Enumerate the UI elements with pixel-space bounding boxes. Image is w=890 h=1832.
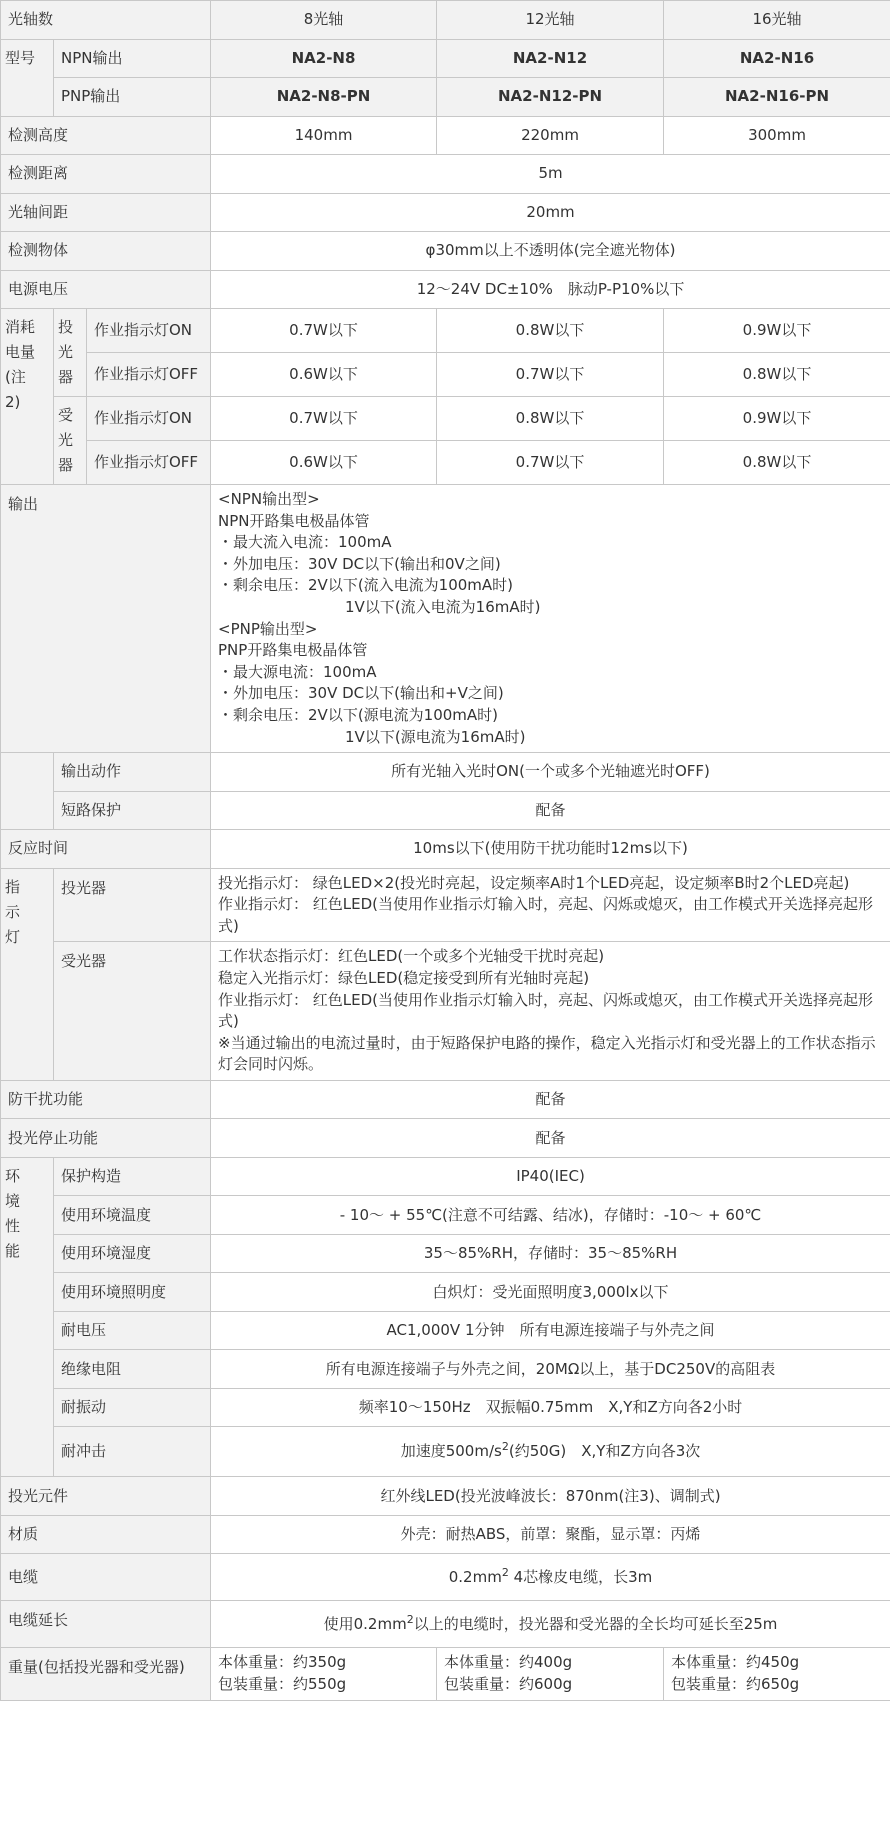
interference-value: 配备 — [211, 1080, 890, 1119]
shock-value: 加速度$500m/s^2$(约50G) X,Y和Z方向各3次 — [211, 1427, 890, 1477]
env-item-label: 使用环境湿度 — [54, 1234, 211, 1273]
env-item-label: 绝缘电阻 — [54, 1350, 211, 1389]
consumption-receiver-on-16: 0.9W以下 — [664, 397, 890, 441]
table-row — [1, 1427, 890, 1477]
table-row — [1, 270, 890, 309]
emission-stop-value: 配备 — [211, 1119, 890, 1158]
consumption-on-label: 作业指示灯ON — [87, 397, 211, 441]
environment-label: 环境性能 — [1, 1157, 54, 1477]
table-row — [1, 791, 890, 830]
output-line: 1V以下(源电流为16mA时) — [345, 727, 526, 746]
env-item-value: IP40(IEC) — [211, 1157, 890, 1196]
detect-height-8: 140mm — [211, 116, 437, 155]
consumption-receiver-on-8: 0.7W以下 — [211, 397, 437, 441]
consumption-label: 消耗电量(注2) — [1, 309, 54, 485]
env-item-value: 白炽灯：受光面照明度3,000lx以下 — [211, 1273, 890, 1312]
package-weight: 包装重量：约550g — [218, 1675, 347, 1694]
consumption-off-label: 作业指示灯OFF — [87, 353, 211, 397]
output-spec — [211, 485, 890, 753]
supply-voltage-label: 电源电压 — [1, 270, 211, 309]
consumption-receiver-off-8: 0.6W以下 — [211, 441, 437, 485]
output-action-label: 输出动作 — [54, 753, 211, 792]
model-pnp-16: NA2-N16-PN — [664, 78, 890, 117]
beam-pitch-label: 光轴间距 — [1, 193, 211, 232]
table-row — [1, 868, 890, 942]
emitting-element-value: 红外线LED(投光波峰波长：870nm(注3)、调制式) — [211, 1477, 890, 1516]
output-action-value: 所有光轴入光时ON(一个或多个光轴遮光时OFF) — [211, 753, 890, 792]
table-row — [1, 441, 890, 485]
table-row — [1, 116, 890, 155]
consumption-emitter-off-16: 0.8W以下 — [664, 353, 890, 397]
material-label: 材质 — [1, 1515, 211, 1554]
table-row — [1, 1477, 890, 1516]
short-protection-label: 短路保护 — [54, 791, 211, 830]
table-row — [1, 1350, 890, 1389]
model-npn-16: NA2-N16 — [664, 39, 890, 78]
output-group-spacer — [1, 753, 54, 830]
indicator-line: 投光指示灯： 绿色LED×2(投光时亮起，设定频率A时1个LED亮起，设定频率B时2个LED亮起) — [218, 873, 850, 892]
body-weight: 本体重量：约350g — [218, 1653, 347, 1672]
indicator-label: 指示灯 — [1, 868, 54, 1080]
emitting-element-label: 投光元件 — [1, 1477, 211, 1516]
detect-distance-value: 5m — [211, 155, 890, 194]
table-row — [1, 193, 890, 232]
table-row — [1, 1157, 890, 1196]
env-item-value: 频率10～150Hz 双振幅0.75mm X,Y和Z方向各2小时 — [211, 1388, 890, 1427]
output-line: NPN开路集电极晶体管 — [218, 511, 370, 530]
indicator-line: ※当通过输出的电流过量时，由于短路保护电路的操作，稳定入光指示灯和受光器上的工作状态指示灯会同时闪烁。 — [218, 1033, 876, 1074]
indicator-line: 作业指示灯： 红色LED(当使用作业指示灯输入时，亮起、闪烁或熄灭，由工作模式开关选择亮起形式) — [218, 990, 874, 1031]
axis-count-8: 8光轴 — [211, 1, 437, 40]
table-row — [1, 397, 890, 441]
detect-object-label: 检测物体 — [1, 232, 211, 271]
consumption-off-label: 作业指示灯OFF — [87, 441, 211, 485]
table-row — [1, 1515, 890, 1554]
table-row — [1, 1601, 890, 1648]
env-item-label: 使用环境照明度 — [54, 1273, 211, 1312]
detect-object-value: φ30mm以上不透明体(完全遮光物体) — [211, 232, 890, 271]
output-line: PNP开路集电极晶体管 — [218, 641, 368, 660]
table-row — [1, 1234, 890, 1273]
output-label: 输出 — [1, 485, 211, 753]
supply-voltage-value: 12～24V DC±10% 脉动P-P10%以下 — [211, 270, 890, 309]
env-item-label: 保护构造 — [54, 1157, 211, 1196]
table-row — [1, 232, 890, 271]
model-pnp-8: NA2-N8-PN — [211, 78, 437, 117]
consumption-emitter-on-8: 0.7W以下 — [211, 309, 437, 353]
output-line: <NPN输出型> — [218, 490, 320, 508]
consumption-emitter-off-8: 0.6W以下 — [211, 353, 437, 397]
table-row — [1, 830, 890, 869]
response-time-label: 反应时间 — [1, 830, 211, 869]
body-weight: 本体重量：约450g — [671, 1653, 800, 1672]
output-line: ・最大流入电流：100mA — [218, 533, 392, 552]
axis-count-label: 光轴数 — [1, 1, 211, 40]
table-row — [1, 1648, 890, 1700]
interference-label: 防干扰功能 — [1, 1080, 211, 1119]
table-row — [1, 39, 890, 78]
cable-value: $0.2mm^2$ 4芯橡皮电缆，长3m — [211, 1554, 890, 1601]
indicator-emitter-spec — [211, 868, 890, 942]
indicator-line: 稳定入光指示灯：绿色LED(稳定接受到所有光轴时亮起) — [218, 969, 590, 987]
table-row — [1, 353, 890, 397]
output-line: ・剩余电压：2V以下(源电流为100mA时) — [218, 705, 499, 724]
table-row — [1, 1388, 890, 1427]
output-line: ・外加电压：30V DC以下(输出和+V之间) — [218, 684, 504, 703]
env-item-label: 耐振动 — [54, 1388, 211, 1427]
model-npn-12: NA2-N12 — [437, 39, 664, 78]
output-line: <PNP输出型> — [218, 619, 318, 638]
consumption-receiver-on-12: 0.8W以下 — [437, 397, 664, 441]
env-item-label: 使用环境温度 — [54, 1196, 211, 1235]
table-row — [1, 753, 890, 792]
env-item-value: 所有电源连接端子与外壳之间，20MΩ以上，基于DC250V的高阻表 — [211, 1350, 890, 1389]
weight-8 — [211, 1648, 437, 1700]
detect-distance-label: 检测距离 — [1, 155, 211, 194]
short-protection-value: 配备 — [211, 791, 890, 830]
table-row — [1, 1554, 890, 1601]
table-row — [1, 78, 890, 117]
table-row — [1, 1311, 890, 1350]
consumption-receiver-off-16: 0.8W以下 — [664, 441, 890, 485]
consumption-receiver-off-12: 0.7W以下 — [437, 441, 664, 485]
consumption-on-label: 作业指示灯ON — [87, 309, 211, 353]
env-item-label: 耐电压 — [54, 1311, 211, 1350]
indicator-receiver-spec — [211, 942, 890, 1081]
table-row — [1, 1080, 890, 1119]
env-item-value: 35～85%RH，存储时：35～85%RH — [211, 1234, 890, 1273]
npn-output-label: NPN输出 — [54, 39, 211, 78]
cable-extension-value: 使用$0.2mm^2$以上的电缆时，投光器和受光器的全长均可延长至25m — [211, 1601, 890, 1648]
env-item-value: AC1,000V 1分钟 所有电源连接端子与外壳之间 — [211, 1311, 890, 1350]
consumption-emitter-on-16: 0.9W以下 — [664, 309, 890, 353]
indicator-receiver-label: 受光器 — [54, 942, 211, 1081]
weight-label: 重量(包括投光器和受光器) — [1, 1648, 211, 1700]
model-npn-8: NA2-N8 — [211, 39, 437, 78]
detect-height-label: 检测高度 — [1, 116, 211, 155]
output-line: 1V以下(流入电流为16mA时) — [345, 597, 541, 616]
table-row — [1, 1119, 890, 1158]
consumption-emitter-off-12: 0.7W以下 — [437, 353, 664, 397]
shock-label: 耐冲击 — [54, 1427, 211, 1477]
detect-height-16: 300mm — [664, 116, 890, 155]
output-line: ・外加电压：30V DC以下(输出和0V之间) — [218, 554, 501, 573]
package-weight: 包装重量：约650g — [671, 1675, 800, 1694]
table-row — [1, 155, 890, 194]
table-row — [1, 942, 890, 1081]
emission-stop-label: 投光停止功能 — [1, 1119, 211, 1158]
table-row — [1, 1, 890, 40]
body-weight: 本体重量：约400g — [444, 1653, 573, 1672]
model-pnp-12: NA2-N12-PN — [437, 78, 664, 117]
env-item-value: - 10～ + 55℃(注意不可结露、结冰)，存储时：-10～ + 60℃ — [211, 1196, 890, 1235]
cable-extension-label: 电缆延长 — [1, 1601, 211, 1648]
table-row — [1, 485, 890, 753]
axis-count-12: 12光轴 — [437, 1, 664, 40]
beam-pitch-value: 20mm — [211, 193, 890, 232]
axis-count-16: 16光轴 — [664, 1, 890, 40]
detect-height-12: 220mm — [437, 116, 664, 155]
weight-16 — [664, 1648, 890, 1700]
indicator-line: 工作状态指示灯：红色LED(一个或多个光轴受干扰时亮起) — [218, 947, 605, 966]
response-time-value: 10ms以下(使用防干扰功能时12ms以下) — [211, 830, 890, 869]
output-line: ・剩余电压：2V以下(流入电流为100mA时) — [218, 576, 514, 595]
table-row — [1, 1196, 890, 1235]
model-label: 型号 — [1, 39, 54, 116]
indicator-emitter-label: 投光器 — [54, 868, 211, 942]
material-value: 外壳：耐热ABS，前罩：聚酯，显示罩：丙烯 — [211, 1515, 890, 1554]
weight-12 — [437, 1648, 664, 1700]
pnp-output-label: PNP输出 — [54, 78, 211, 117]
consumption-receiver-label: 受光器 — [54, 397, 87, 485]
consumption-emitter-label: 投光器 — [54, 309, 87, 397]
cable-label: 电缆 — [1, 1554, 211, 1601]
output-line: ・最大源电流：100mA — [218, 662, 377, 681]
package-weight: 包装重量：约600g — [444, 1675, 573, 1694]
indicator-line: 作业指示灯： 红色LED(当使用作业指示灯输入时，亮起、闪烁或熄灭，由工作模式开关选择亮起形式) — [218, 895, 874, 935]
table-row — [1, 1273, 890, 1312]
consumption-emitter-on-12: 0.8W以下 — [437, 309, 664, 353]
table-row — [1, 309, 890, 353]
